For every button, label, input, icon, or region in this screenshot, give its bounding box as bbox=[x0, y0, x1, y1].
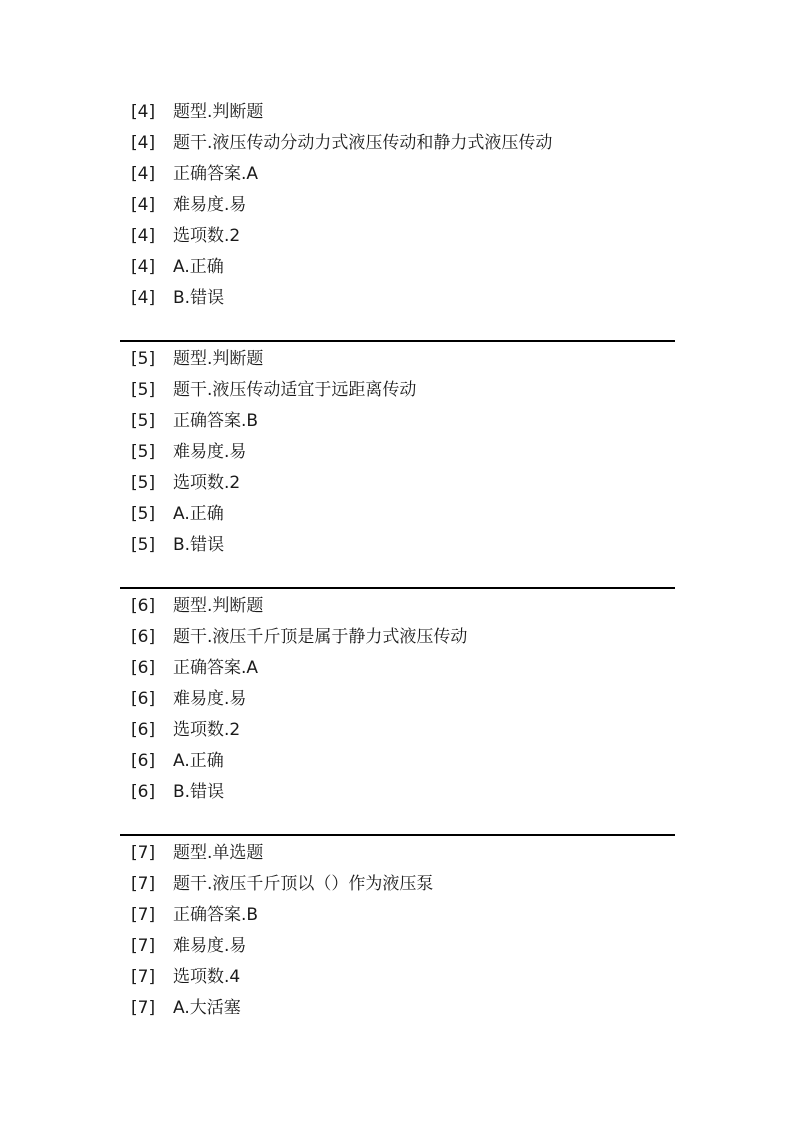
option-count: 选项数.2 bbox=[173, 473, 241, 493]
question-line bbox=[120, 996, 675, 1027]
question-stem: 题干.液压传动适宜于远距离传动 bbox=[173, 380, 417, 400]
option-count: 选项数.4 bbox=[173, 967, 241, 987]
question-number: [6] bbox=[131, 689, 156, 709]
correct-answer: 正确答案.B bbox=[173, 905, 259, 925]
question-number: [7] bbox=[131, 874, 156, 894]
difficulty: 难易度.易 bbox=[173, 442, 247, 462]
question-number: [4] bbox=[131, 288, 156, 308]
question-line bbox=[120, 193, 675, 224]
question-number: [5] bbox=[131, 442, 156, 462]
option-a: A.正确 bbox=[173, 257, 224, 277]
question-line bbox=[120, 100, 675, 131]
question-number: [6] bbox=[131, 596, 156, 616]
option-a: A.大活塞 bbox=[173, 998, 241, 1018]
question-line bbox=[120, 378, 675, 409]
question-line bbox=[120, 687, 675, 718]
question-number: [5] bbox=[131, 411, 156, 431]
question-line bbox=[120, 502, 675, 533]
option-a: A.正确 bbox=[173, 504, 224, 524]
option-b: B.错误 bbox=[173, 288, 225, 308]
correct-answer: 正确答案.B bbox=[173, 411, 259, 431]
section-divider bbox=[120, 340, 675, 342]
question-block-7 bbox=[120, 841, 675, 1027]
option-count: 选项数.2 bbox=[173, 226, 241, 246]
question-line bbox=[120, 749, 675, 780]
question-number: [4] bbox=[131, 226, 156, 246]
question-line bbox=[120, 347, 675, 378]
question-line bbox=[120, 409, 675, 440]
question-line bbox=[120, 224, 675, 255]
correct-answer: 正确答案.A bbox=[173, 164, 259, 184]
question-number: [7] bbox=[131, 967, 156, 987]
question-block-6 bbox=[120, 594, 675, 811]
question-block-5 bbox=[120, 347, 675, 564]
question-line bbox=[120, 131, 675, 162]
question-line bbox=[120, 594, 675, 625]
question-line bbox=[120, 162, 675, 193]
correct-answer: 正确答案.A bbox=[173, 658, 259, 678]
question-number: [6] bbox=[131, 720, 156, 740]
question-number: [6] bbox=[131, 782, 156, 802]
question-number: [4] bbox=[131, 195, 156, 215]
difficulty: 难易度.易 bbox=[173, 195, 247, 215]
question-number: [5] bbox=[131, 473, 156, 493]
question-line bbox=[120, 471, 675, 502]
question-line bbox=[120, 872, 675, 903]
difficulty: 难易度.易 bbox=[173, 936, 247, 956]
question-stem: 题干.液压千斤顶是属于静力式液压传动 bbox=[173, 627, 468, 647]
question-number: [5] bbox=[131, 380, 156, 400]
question-line bbox=[120, 718, 675, 749]
question-line bbox=[120, 625, 675, 656]
question-number: [4] bbox=[131, 257, 156, 277]
question-line bbox=[120, 965, 675, 996]
option-count: 选项数.2 bbox=[173, 720, 241, 740]
question-type: 题型.单选题 bbox=[173, 843, 264, 863]
question-line bbox=[120, 841, 675, 872]
question-line bbox=[120, 533, 675, 564]
question-stem: 题干.液压千斤顶以（）作为液压泵 bbox=[173, 874, 434, 894]
question-stem: 题干.液压传动分动力式液压传动和静力式液压传动 bbox=[173, 133, 553, 153]
question-number: [7] bbox=[131, 998, 156, 1018]
question-line bbox=[120, 286, 675, 317]
question-number: [6] bbox=[131, 627, 156, 647]
question-line bbox=[120, 656, 675, 687]
question-number: [7] bbox=[131, 843, 156, 863]
option-b: B.错误 bbox=[173, 535, 225, 555]
question-number: [5] bbox=[131, 504, 156, 524]
question-line bbox=[120, 255, 675, 286]
question-line bbox=[120, 440, 675, 471]
question-type: 题型.判断题 bbox=[173, 102, 264, 122]
question-number: [5] bbox=[131, 535, 156, 555]
question-type: 题型.判断题 bbox=[173, 349, 264, 369]
question-line bbox=[120, 903, 675, 934]
question-number: [5] bbox=[131, 349, 156, 369]
question-number: [6] bbox=[131, 751, 156, 771]
question-block-4 bbox=[120, 100, 675, 317]
option-b: B.错误 bbox=[173, 782, 225, 802]
question-number: [7] bbox=[131, 905, 156, 925]
option-a: A.正确 bbox=[173, 751, 224, 771]
section-divider bbox=[120, 834, 675, 836]
question-number: [4] bbox=[131, 102, 156, 122]
question-number: [6] bbox=[131, 658, 156, 678]
question-line bbox=[120, 780, 675, 811]
question-number: [4] bbox=[131, 164, 156, 184]
question-line bbox=[120, 934, 675, 965]
question-number: [4] bbox=[131, 133, 156, 153]
question-number: [7] bbox=[131, 936, 156, 956]
difficulty: 难易度.易 bbox=[173, 689, 247, 709]
question-type: 题型.判断题 bbox=[173, 596, 264, 616]
section-divider bbox=[120, 587, 675, 589]
